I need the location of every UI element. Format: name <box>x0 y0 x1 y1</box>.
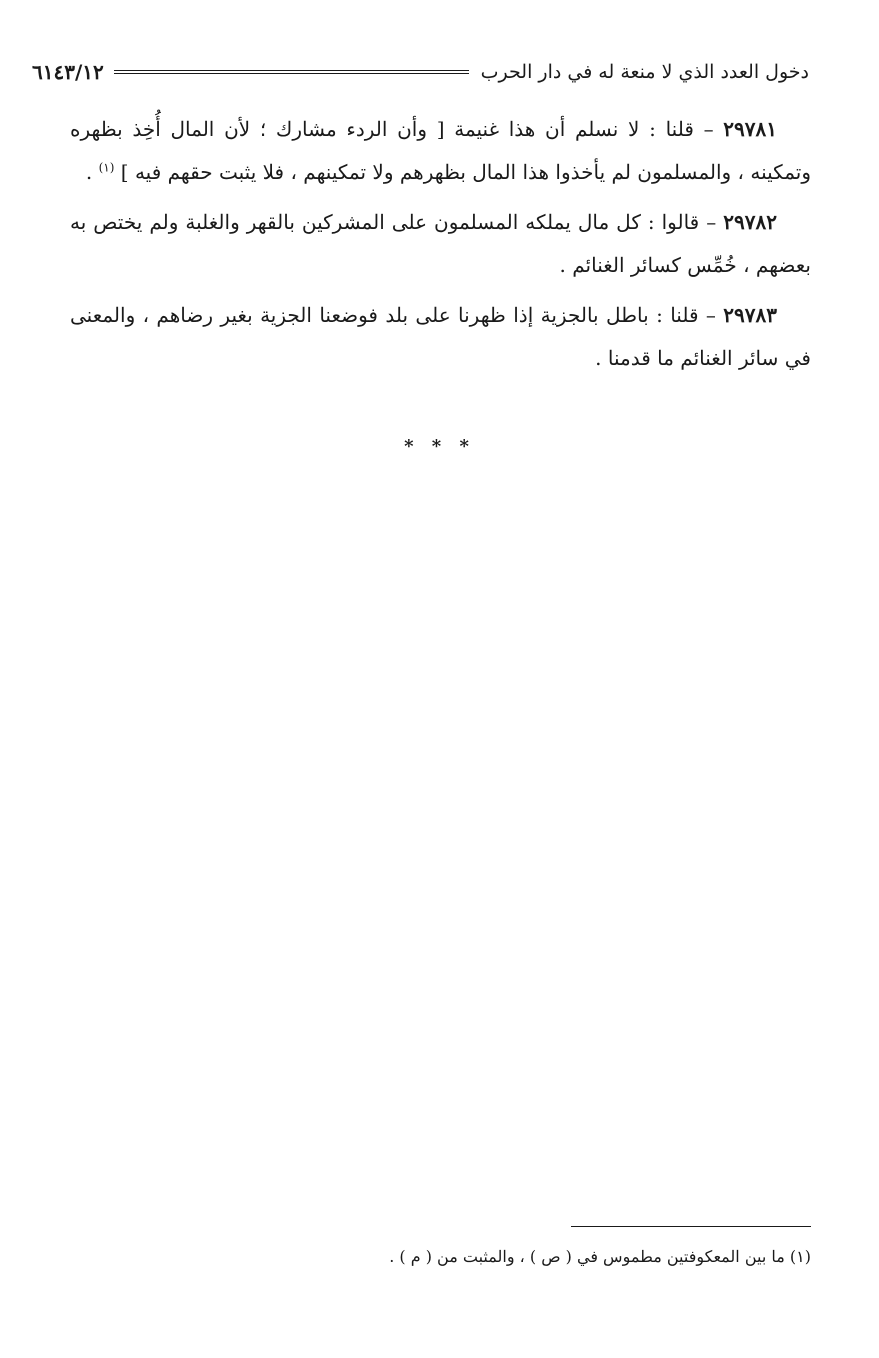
header-rule <box>114 70 469 74</box>
main-text <box>70 108 811 387</box>
running-header <box>32 52 809 92</box>
paragraph-number: ٢٩٧٨٢ <box>723 210 777 234</box>
section-separator: * * * <box>404 436 475 457</box>
paragraph-29783 <box>70 294 811 380</box>
paragraph-29781 <box>70 108 811 194</box>
paragraph-number: ٢٩٧٨١ <box>723 117 777 141</box>
paragraph-text: – قلنا : لا نسلم أن هذا غنيمة [ وأن الردء مشارك ؛ لأن المال أُخِذ بظهره وتمكينه ، والمسلمون لم يأخذوا هذا المال بظهرهم ولا تمكينهم ، فلا يثبت حقهم فيه ] <box>70 117 811 184</box>
paragraph-29782 <box>70 201 811 287</box>
paragraph-end: . <box>85 160 93 184</box>
header-title: دخول العدد الذي لا منعة له في دار الحرب <box>480 61 809 83</box>
footnote-1: (١) ما بين المعكوفتين مطموس في ( ص ) ، والمثبت من ( م ) . <box>389 1247 811 1266</box>
page-reference: ٦١٤٣/١٢ <box>32 60 104 84</box>
paragraph-text: – قلنا : باطل بالجزية إذا ظهرنا على بلد فوضعنا الجزية بغير رضاهم ، والمعنى في سائر الغنائم ما قدمنا . <box>70 303 811 370</box>
paragraph-number: ٢٩٧٨٣ <box>723 303 778 327</box>
footnote-divider <box>571 1226 811 1227</box>
paragraph-text: – قالوا : كل مال يملكه المسلمون على المشركين بالقهر والغلبة ولم يختص به بعضهم ، خُمِّس كسائر الغنائم . <box>70 210 811 277</box>
footnote-reference: (١) <box>98 160 115 175</box>
